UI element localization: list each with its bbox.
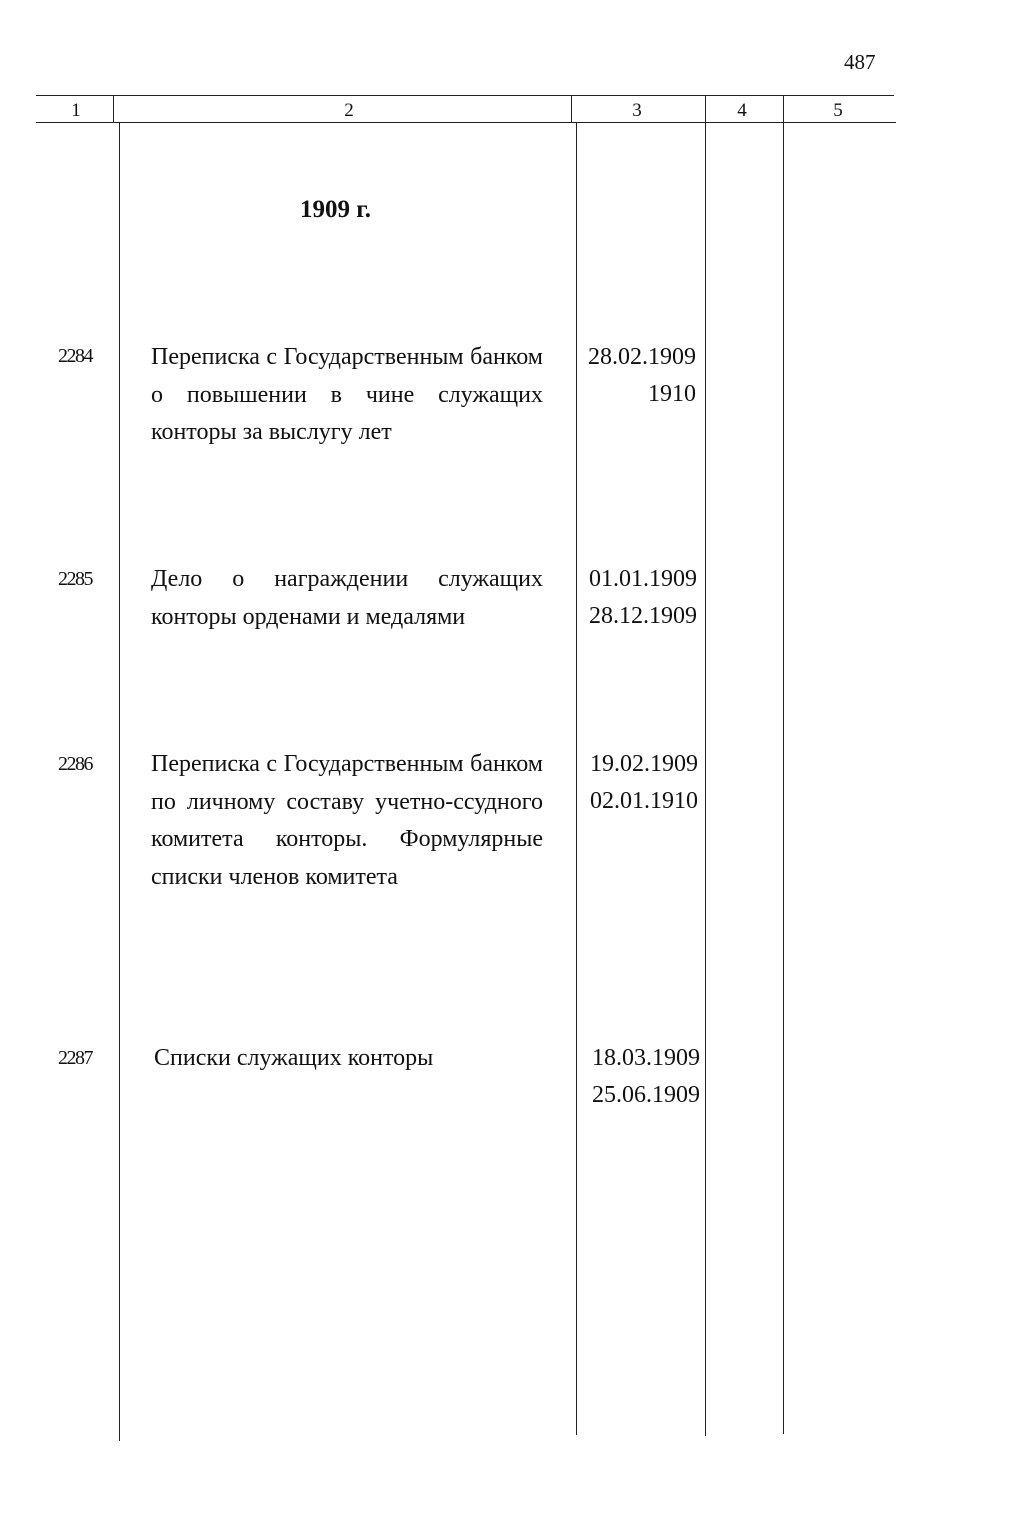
column-header-2: 2 bbox=[344, 100, 354, 121]
year-heading: 1909 г. bbox=[300, 196, 372, 223]
row-description: Дело о награждении служащих конторы орденами и медалями bbox=[151, 566, 543, 630]
column-header-4: 4 bbox=[737, 100, 747, 121]
column-header-1: 1 bbox=[71, 100, 81, 121]
row-number: 2284 bbox=[58, 345, 92, 367]
column-divider-4 bbox=[783, 96, 784, 1434]
column-divider-1 bbox=[113, 96, 114, 123]
column-divider-2 bbox=[571, 96, 572, 123]
row-dates bbox=[575, 561, 697, 635]
date-end: 28.12.1909 bbox=[589, 603, 697, 629]
date-start: 01.01.1909 bbox=[589, 566, 697, 592]
row-dates bbox=[574, 339, 696, 413]
table-top-rule bbox=[36, 95, 894, 96]
column-divider-1-body bbox=[119, 123, 120, 1441]
column-header-5: 5 bbox=[833, 100, 843, 121]
date-start: 28.02.1909 bbox=[588, 344, 696, 370]
row-dates bbox=[578, 1040, 700, 1114]
row-number: 2286 bbox=[58, 753, 92, 775]
row-number: 2285 bbox=[58, 568, 92, 590]
row-description: Переписка с Государственным банком по личному составу учетно-ссудного комитета конторы. Формулярные списки членов комитета bbox=[151, 751, 543, 890]
date-end: 25.06.1909 bbox=[592, 1082, 700, 1108]
date-end: 02.01.1910 bbox=[590, 788, 698, 814]
column-divider-3 bbox=[705, 96, 706, 1436]
row-number: 2287 bbox=[58, 1047, 92, 1069]
date-end: 1910 bbox=[648, 381, 696, 407]
date-start: 18.03.1909 bbox=[592, 1045, 700, 1071]
header-bottom-rule bbox=[36, 122, 896, 123]
date-start: 19.02.1909 bbox=[590, 751, 698, 777]
page-number: 487 bbox=[844, 50, 876, 74]
row-description: Переписка с Государственным банком о повышении в чине служащих конторы за выслугу лет bbox=[151, 344, 543, 445]
row-description: Списки служащих конторы bbox=[154, 1045, 434, 1071]
row-dates bbox=[576, 746, 698, 820]
column-header-3: 3 bbox=[632, 100, 642, 121]
